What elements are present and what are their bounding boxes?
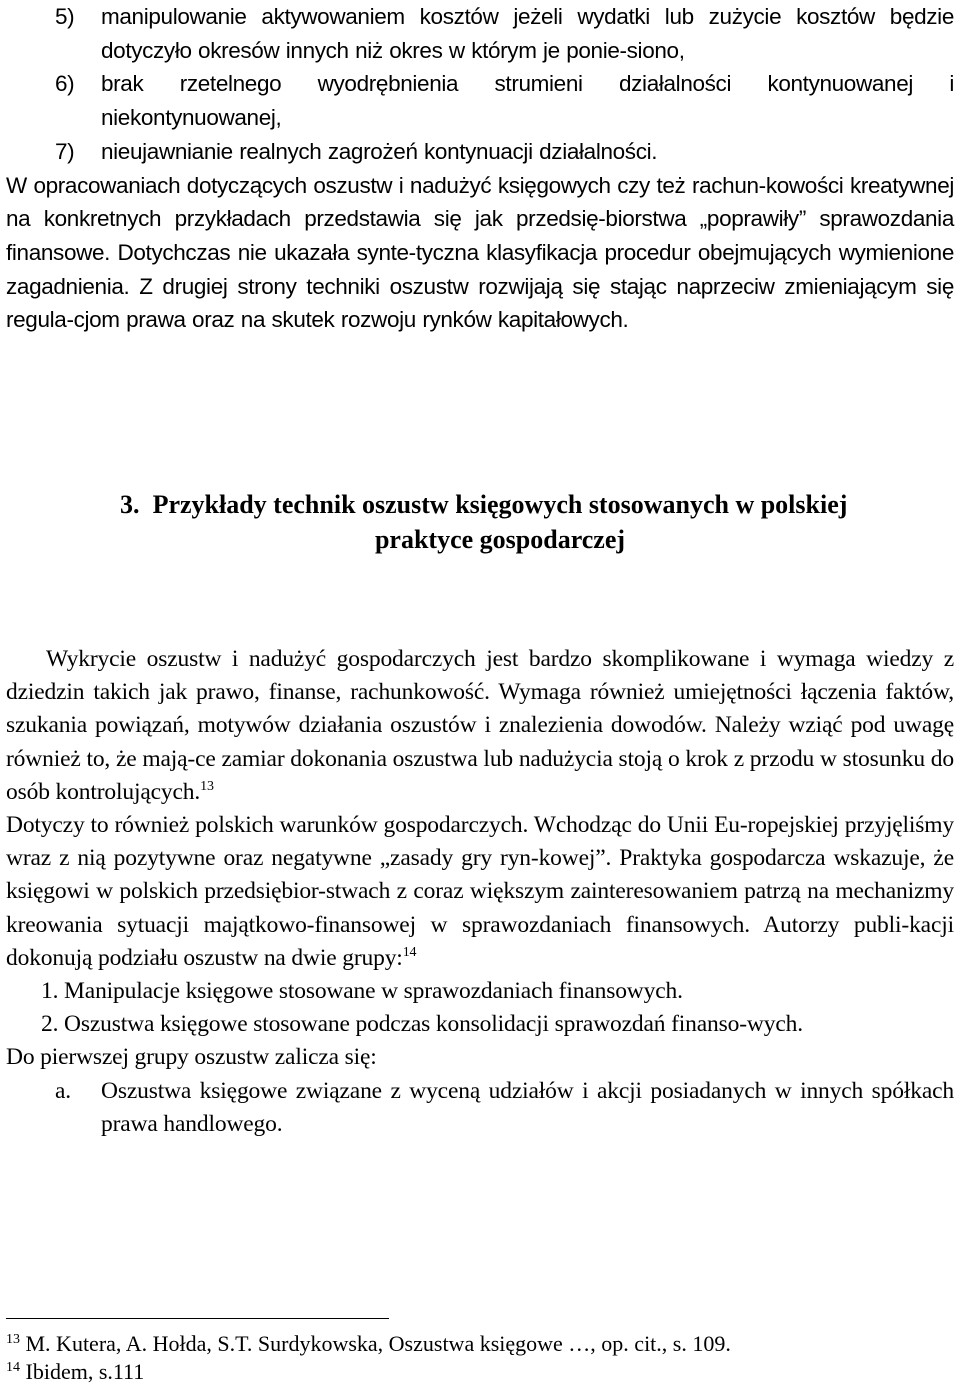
footnote-number: 14 [6,1360,20,1375]
item-text: Oszustwa księgowe związane z wyceną udziałów i akcji posiadanych w innych spółkach prawa handlowego. [101,1077,954,1137]
lettered-item [55,1075,954,1141]
footnote-number: 13 [6,1332,20,1347]
footnote [6,1330,954,1358]
heading-line-1: Przykłady technik oszustw księgowych stosowanych w polskiej [152,490,848,519]
paragraph-3: Do pierwszej grupy oszustw zalicza się: [6,1044,377,1071]
footnotes [6,1330,954,1386]
list-text: brak rzetelnego wyodrębnienia strumieni działalności kontynuowanej i niekontynuowanej, [101,71,954,131]
footnote-text: Ibidem, s.111 [25,1359,145,1384]
list-number: 6) [55,71,75,97]
footnote [6,1358,954,1386]
list-item [55,135,954,169]
numbered-item: 1. Manipulacje księgowe stosowane w sprawozdaniach finansowych. [41,978,683,1005]
list-item [55,0,954,67]
top-section [6,0,954,337]
list-number: 7) [55,138,75,164]
footnote-divider [6,1318,389,1319]
list-number: 5) [55,4,75,29]
paragraph-2-text: Dotyczy to również polskich warunków gospodarczych. Wchodząc do Unii Eu-ropejskiej przyjęliśmy wraz z nią pozytywne oraz negatywne „zasady gry ryn-kowej”. Praktyka gospodarcza wskazuje, że księgowi w polskich przedsiębior-stwach z coraz większym zainteresowaniem patrzą na mechanizmy kreowania sytuacji majątkowo-finansowej w sprawozdaniach finansowych. Autorzy publi-kacji dokonują podziału oszustw na dwie grupy: [6,812,954,971]
footnote-ref[interactable]: 14 [402,944,417,960]
paragraph-1-text: Wykrycie oszustw i nadużyć gospodarczych jest bardzo skomplikowane i wymaga wiedzy z dziedzin takich jak prawo, finanse, rachunkowość. Wymaga również umiejętności łączenia faktów, szukania powiązań, motywów działania oszustów i znalezienia dowodów. Należy wziąć pod uwagę również to, że mają-ce zamiar dokonania oszustwa lub nadużycia stoją o krok z przodu w stosunku do osób kontrolujących. [6,646,954,805]
list-item [55,67,954,134]
footnote-text: M. Kutera, A. Hołda, S.T. Surdykowska, Oszustwa księgowe …, op. cit., s. 109. [25,1331,731,1356]
paragraph-1 [6,643,954,809]
list-text: nieujawnianie realnych zagrożeń kontynuacji działalności. [101,138,658,164]
section-heading [40,487,920,557]
section-number: 3. [120,490,140,519]
footnote-ref[interactable]: 13 [200,778,214,794]
paragraph-2 [6,809,954,975]
main-section [6,643,954,1141]
top-paragraph: W opracowaniach dotyczących oszustw i nadużyć księgowych czy też rachun-kowości kreatywnej na konkretnych przykładach przedstawia się jak przedsię-biorstwa „poprawiły” sprawozdania finansowe. Dotychczas nie ukazała synte-tyczna klasyfikacja procedur obejmujących wymienione zagadnienia. Z drugiej strony techniki oszustw rozwijają się stając naprzeciw zmieniającym się regula-cjom prawa oraz na skutek rozwoju rynków kapitałowych. [6,172,954,333]
item-letter: a. [55,1077,72,1104]
list-text: manipulowanie aktywowaniem kosztów jeżeli wydatki lub zużycie kosztów będzie dotyczyło okresów innych niż okres w którym je ponie-siono, [101,4,954,63]
numbered-item: 2. Oszustwa księgowe stosowane podczas konsolidacji sprawozdań finanso-wych. [41,1011,803,1038]
heading-line-2: praktyce gospodarczej [374,525,626,554]
